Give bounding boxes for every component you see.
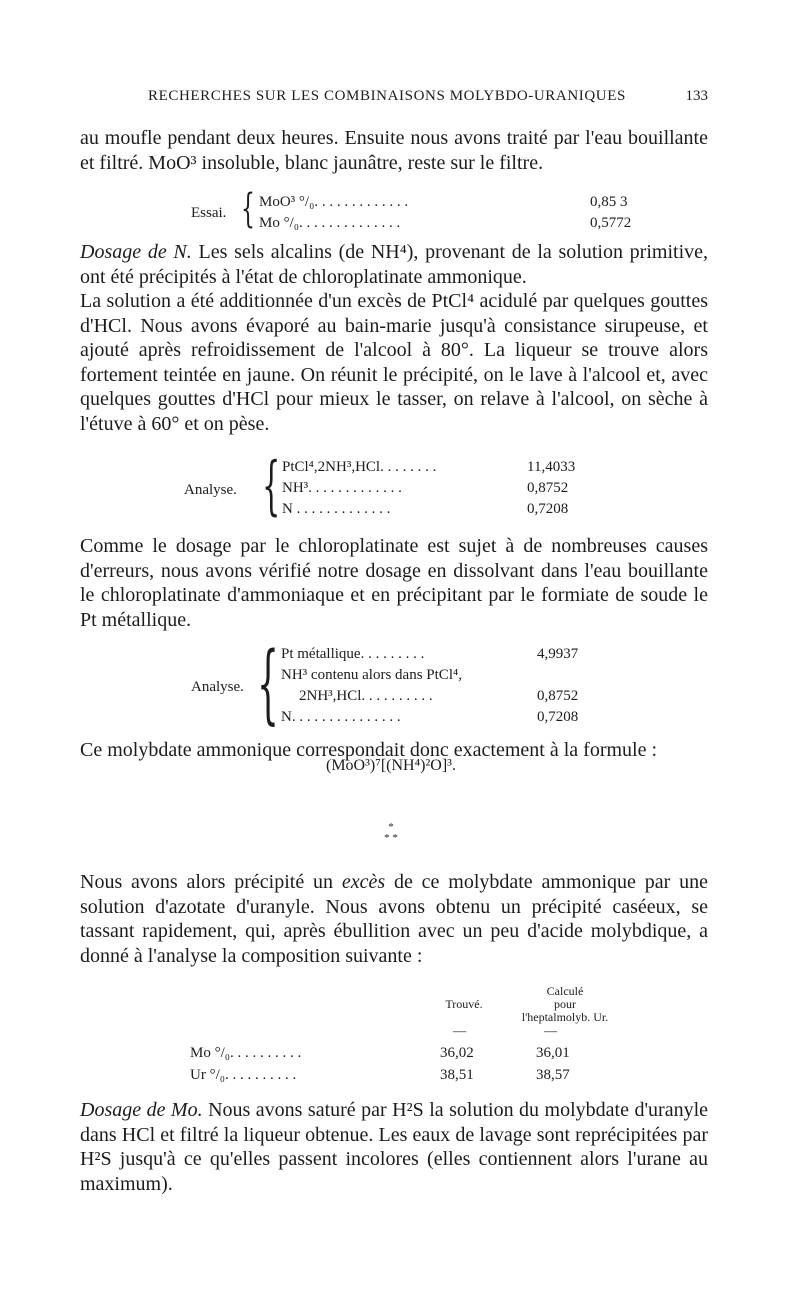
table-row-label-mo: Mo °/₀. . . . . . . . . .: [190, 1045, 302, 1061]
section-separator-stars: * * *: [384, 821, 398, 844]
paragraph-dosage-mo-text: Nous avons saturé par H²S la solution du molybdate d'uranyle dans HCl et filtré la liqueur obtenue. Les eaux de lavage sont reprécipitées par H²S jusqu'à ce qu'elles passent incolores (elles contiennent alors l'urane au maximum).: [80, 1099, 709, 1195]
analyse-2-label: Analyse.: [191, 679, 244, 695]
essai-brace: {: [241, 186, 255, 232]
analyse-2-value-pt: 4,9937: [537, 646, 579, 662]
analyse-2-value-nh3: 0,8752: [537, 688, 579, 704]
essai-value-moo3: 0,85 3: [590, 194, 628, 210]
column-dash-calcule: —: [544, 1023, 557, 1038]
analyse-2-row-nh3-line2: 2NH³,HCl. . . . . . . . . .: [299, 688, 433, 704]
analyse-2-row-nh3-line1: NH³ contenu alors dans PtCl⁴,: [281, 667, 462, 683]
paragraph-formule: Ce molybdate ammonique correspondait donc exactement à la formule :: [80, 739, 658, 761]
analyse-1-value-n: 0,7208: [527, 501, 569, 517]
paragraph-solution: La solution a été additionnée d'un excès de PtCl⁴ acidulé par quelques gouttes d'HCl. Nous avons évaporé au bain-marie jusqu'à consistance sirupeuse, et ajouté après refroidissement de l'alcool à 80°. La liqueur se trouve alors fortement teintée en jaune. On réunit le précipité, on le lave à l'alcool et, avec quelques gouttes d'HCl pour mieux le tasser, on relave à l'alcool, on sèche à l'étuve à 60° et on pèse.: [80, 290, 708, 435]
analyse-1-value-nh3: 0,8752: [527, 480, 569, 496]
paragraph-uranyle: [80, 870, 708, 968]
paragraph-moufle: au moufle pendant deux heures. Ensuite nous avons traité par l'eau bouillante et filtré. MoO³ insoluble, blanc jaunâtre, reste sur le filtre.: [80, 127, 708, 174]
page-number: 133: [685, 88, 708, 104]
emphasis-exces: excès: [341, 871, 386, 893]
analyse-1-row-nh3: NH³. . . . . . . . . . . . .: [282, 480, 402, 496]
essai-row-mo: Mo °/₀. . . . . . . . . . . . . .: [259, 215, 401, 231]
essai-label: Essai.: [191, 205, 227, 221]
running-header: [148, 88, 708, 110]
heading-dosage-n: Dosage de N.: [80, 241, 192, 263]
table-row-label-ur: Ur °/₀. . . . . . . . . .: [190, 1067, 297, 1083]
paragraph-dosage-n: [80, 240, 708, 289]
paragraph-dosage-n-text: Les sels alcalins (de NH⁴), provenant de la solution primitive, ont été précipités à l'état de chloroplatinate ammonique.: [80, 241, 708, 288]
header-title: RECHERCHES SUR LES COMBINAISONS MOLYBDO-URANIQUES: [148, 88, 626, 104]
table-cell-mo-calc: 36,01: [536, 1045, 570, 1061]
analyse-2-row-pt: Pt métallique. . . . . . . . .: [281, 646, 425, 662]
table-cell-ur-found: 38,51: [440, 1067, 474, 1083]
analyse-1-brace: {: [262, 449, 281, 523]
analyse-1-label: Analyse.: [184, 482, 237, 498]
analyse-2-brace: {: [257, 634, 279, 734]
paragraph-uranyle-after: de ce molybdate ammonique par une solution d'azotate d'uranyle. Nous avons obtenu un précipité caséeux, se tassant rapidement, qui, après ébullition avec un peu d'acide molybdique, a donné à l'analyse la composition suivante :: [80, 871, 708, 967]
analyse-1-row-ptcl: PtCl⁴,2NH³,HCl. . . . . . . .: [282, 459, 437, 475]
column-dash-trouve: —: [453, 1023, 466, 1038]
essai-value-mo: 0,5772: [590, 215, 632, 231]
molybdate-formula: (MoO³)⁷[(NH⁴)²O]³.: [326, 757, 456, 774]
analyse-2-row-n: N. . . . . . . . . . . . . . .: [281, 709, 401, 725]
essai-row-moo3: MoO³ °/₀. . . . . . . . . . . . .: [259, 194, 409, 210]
paragraph-chloroplatinate: Comme le dosage par le chloroplatinate est sujet à de nombreuses causes d'erreurs, nous avons vérifié notre dosage en dissolvant dans l'eau bouillante le chloroplatinate d'ammoniaque et en précipitant par le formiate de soude le Pt métallique.: [80, 535, 708, 631]
paragraph-dosage-mo: [80, 1098, 708, 1196]
table-cell-ur-calc: 38,57: [536, 1067, 570, 1083]
heading-dosage-mo: Dosage de Mo.: [80, 1099, 203, 1121]
column-header-trouve: Trouvé.: [445, 997, 483, 1011]
paragraph-uranyle-before: Nous avons alors précipité un: [80, 871, 342, 893]
analyse-1-row-n: N . . . . . . . . . . . . .: [282, 501, 391, 517]
table-cell-mo-found: 36,02: [440, 1045, 474, 1061]
analyse-2-value-n: 0,7208: [537, 709, 579, 725]
analyse-1-value-ptcl: 11,4033: [527, 459, 576, 475]
column-header-calcule: Calculé pour l'heptalmolyb. Ur.: [521, 984, 609, 1024]
